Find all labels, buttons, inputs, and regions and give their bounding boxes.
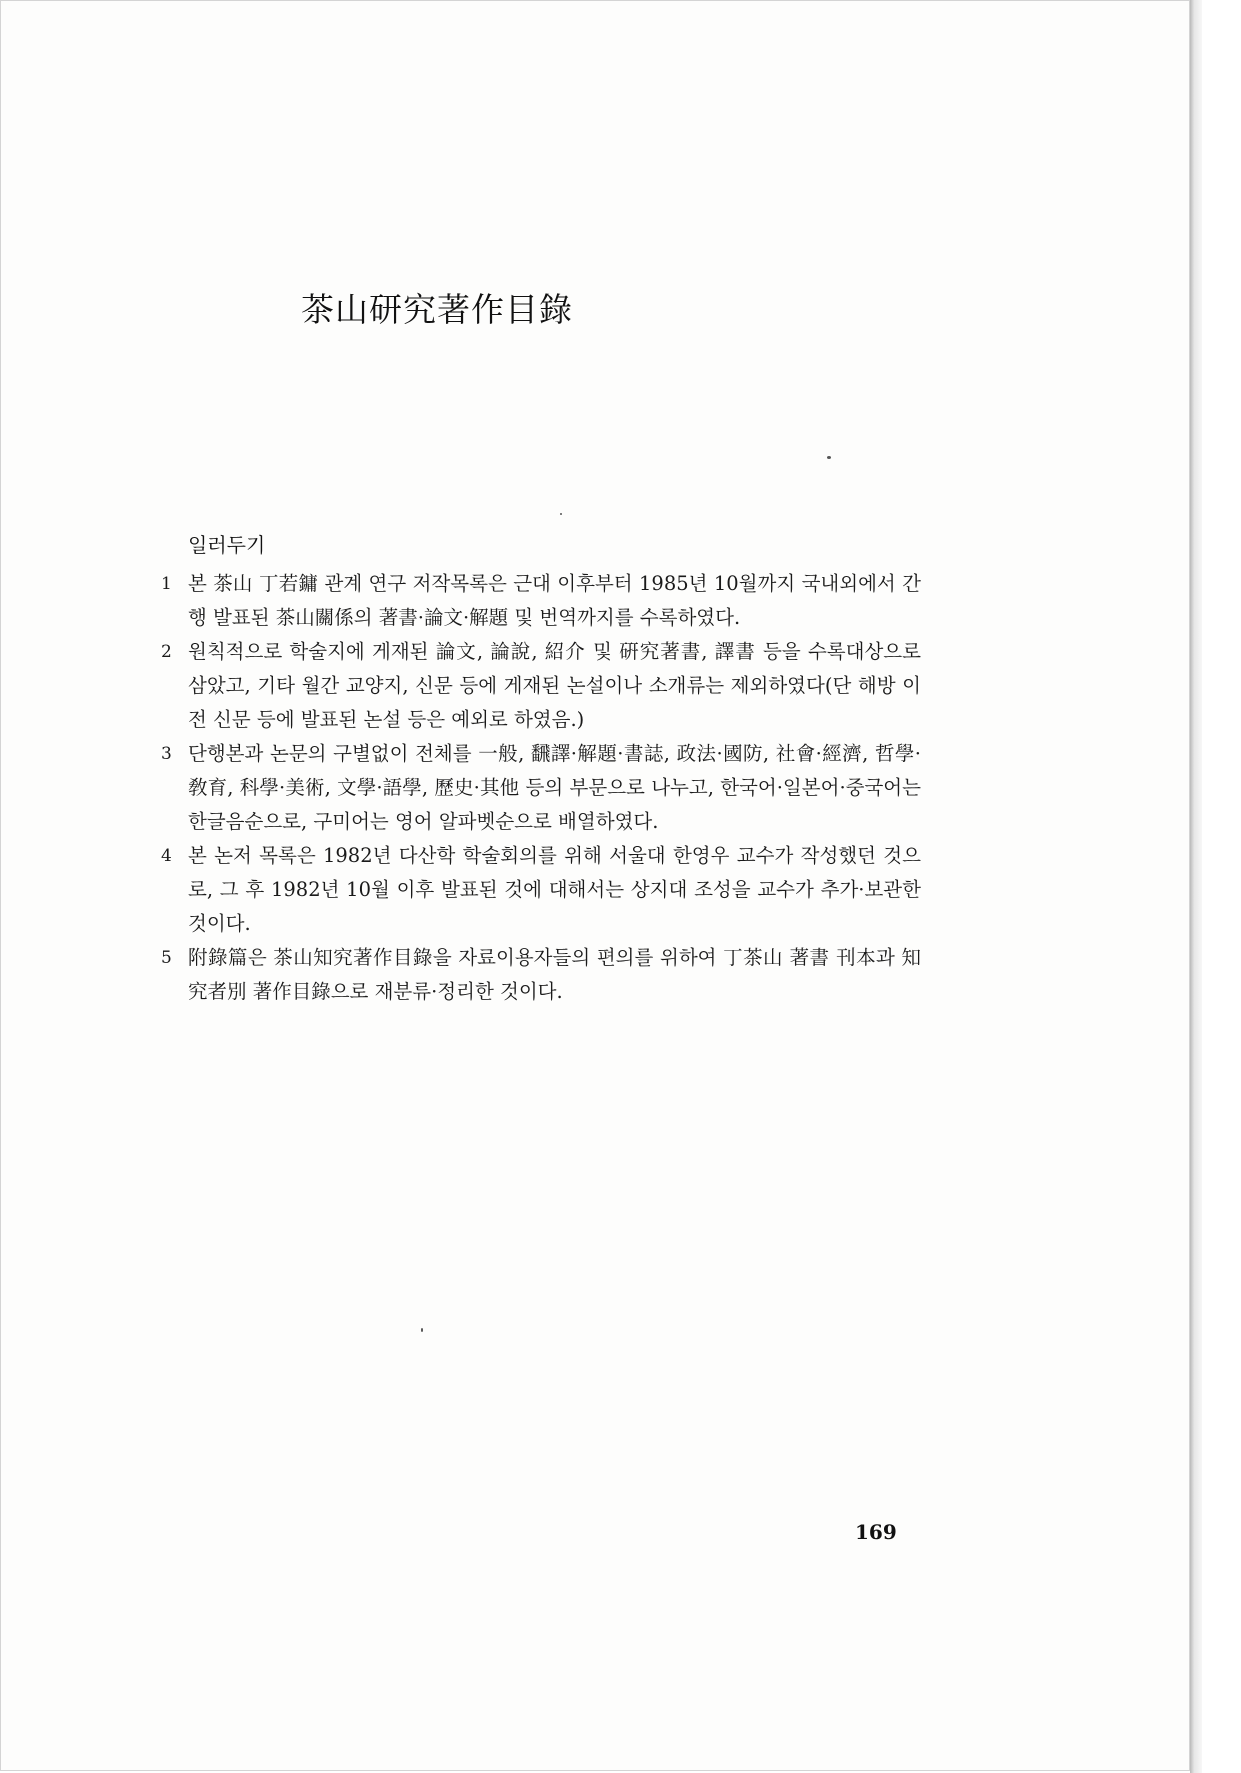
page-margin xyxy=(1202,0,1241,1773)
note-item-5 xyxy=(161,941,921,1009)
note-number: 3 xyxy=(161,744,172,764)
note-text: 본 茶山 丁若鏞 관계 연구 저작목록은 근대 이후부터 1985년 10월까지 국내외에서 간행 발표된 茶山關係의 著書·論文·解題 및 번역까지를 수록하였다. xyxy=(188,572,921,629)
note-item-2 xyxy=(161,635,921,737)
note-text: 附錄篇은 茶山知究著作目錄을 자료이용자들의 편의를 위하여 丁茶山 著書 刊本과 知究者別 著作目錄으로 재분류·정리한 것이다. xyxy=(188,946,921,1003)
note-item-3 xyxy=(161,737,921,839)
page-number: 169 xyxy=(855,1520,897,1544)
note-text: 단행본과 논문의 구별없이 전체를 一般, 飜譯·解題·書誌, 政法·國防, 社會·經濟, 哲學·敎育, 科學·美術, 文學·語學, 歷史·其他 등의 부문으로 나누고, 한국어·일본어·중국어는 한글음순으로, 구미어는 영어 알파벳순으로 배열하였다. xyxy=(188,742,921,833)
scan-speck xyxy=(560,513,562,515)
note-text: 본 논저 목록은 1982년 다산학 학술회의를 위해 서울대 한영우 교수가 작성했던 것으로, 그 후 1982년 10월 이후 발표된 것에 대해서는 상지대 조성을 교수가 추가·보관한 것이다. xyxy=(188,844,921,935)
note-item-1 xyxy=(161,567,921,635)
scan-speck xyxy=(827,456,831,459)
notes-heading: 일러두기 xyxy=(188,533,266,557)
notes-section xyxy=(161,529,921,1009)
page-title: 茶山研究著作目錄 xyxy=(301,290,573,329)
note-number: 2 xyxy=(161,642,172,662)
page-edge-shadow xyxy=(1190,0,1202,1773)
note-number: 5 xyxy=(161,948,172,968)
note-number: 4 xyxy=(161,846,172,866)
note-number: 1 xyxy=(161,574,172,594)
note-text: 원칙적으로 학술지에 게재된 論文, 論說, 紹介 및 硏究著書, 譯書 등을 수록대상으로 삼았고, 기타 월간 교양지, 신문 등에 게재된 논설이나 소개류는 제외하였다(단 해방 이전 신문 등에 발표된 논설 등은 예외로 하였음.) xyxy=(188,640,921,731)
scan-speck xyxy=(421,1328,423,1332)
note-item-4 xyxy=(161,839,921,941)
